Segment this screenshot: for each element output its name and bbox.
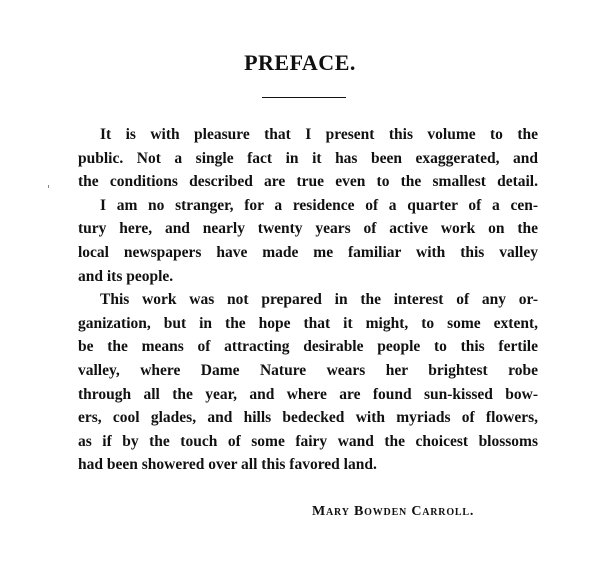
page-speck bbox=[48, 185, 49, 188]
paragraph-3-line-6: ers, cool glades, and hills bedecked with myriads of flowers, bbox=[78, 409, 538, 427]
paragraph-3-line-5: through all the year, and where are found sun-kissed bow- bbox=[78, 385, 538, 403]
paragraph-3-line-7: as if by the touch of some fairy wand the choicest blossoms bbox=[78, 432, 538, 450]
paragraph-2-line-4: and its people. bbox=[78, 267, 174, 285]
paragraph-3-line-2: ganization, but in the hope that it might, to some extent, bbox=[78, 314, 538, 332]
author-signature: Mary Bowden Carroll. bbox=[312, 504, 475, 519]
paragraph-1-line-2: public. Not a single fact in it has been exaggerated, and bbox=[78, 149, 538, 167]
paragraph-3-line-4: valley, where Dame Nature wears her brightest robe bbox=[78, 361, 538, 379]
paragraph-2-line-3: local newspapers have made me familiar with this valley bbox=[78, 243, 538, 261]
paragraph-2-line-2: tury here, and nearly twenty years of active work on the bbox=[78, 220, 538, 238]
paragraph-2-line-1: I am no stranger, for a residence of a quarter of a cen- bbox=[100, 196, 538, 214]
paragraph-1-line-1: It is with pleasure that I present this volume to the bbox=[100, 126, 538, 143]
paragraph-1-line-3: the conditions described are true even to the smallest detail. bbox=[78, 173, 538, 191]
paragraph-3-line-8: had been showered over all this favored land. bbox=[78, 456, 377, 474]
preface-body bbox=[78, 123, 538, 477]
title-rule bbox=[262, 97, 346, 98]
paragraph-3-line-3: be the means of attracting desirable people to this fertile bbox=[78, 338, 538, 356]
page-title: PREFACE. bbox=[244, 50, 356, 75]
paragraph-3-line-1: This work was not prepared in the interest of any or- bbox=[100, 291, 538, 309]
